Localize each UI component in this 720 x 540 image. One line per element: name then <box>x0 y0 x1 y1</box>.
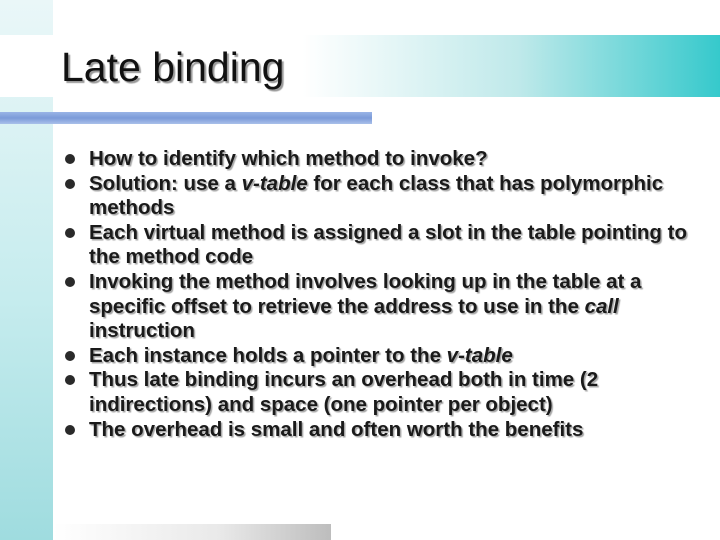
bullet-text: Thus late binding incurs an overhead both in time (2 indirections) and space (one pointer per object) <box>89 368 599 416</box>
bullet-text: The overhead is small and often worth the benefits <box>89 417 584 441</box>
bullet-text: instruction <box>89 319 195 343</box>
bottom-decorative-bar <box>53 524 331 540</box>
bullet-italic-term: v-table <box>446 343 513 367</box>
bullet-text: for each class that has polymorphic methods <box>89 171 664 220</box>
bullet-item <box>62 172 702 221</box>
bullet-text: Each virtual method is assigned a slot in the table pointing to the method code <box>89 220 687 269</box>
bullet-italic-term: v-table <box>241 171 308 195</box>
bullet-dot-icon <box>65 277 75 287</box>
bullet-item <box>62 344 702 369</box>
bullet-item <box>62 221 702 270</box>
bullet-italic-term: call <box>584 294 619 318</box>
title-underline-bar <box>0 112 372 124</box>
bullet-dot-icon <box>65 179 75 189</box>
bullet-item <box>62 270 702 344</box>
bullet-list <box>62 147 702 442</box>
bullet-dot-icon <box>65 351 75 361</box>
bullet-item <box>62 147 702 172</box>
bullet-dot-icon <box>65 154 75 164</box>
bullet-text: Each instance holds a pointer to the <box>89 343 447 367</box>
slide-title: Late binding <box>61 44 285 90</box>
bullet-text: Invoking the method involves looking up in the table at a specific offset to retrieve the address to use in the <box>89 269 642 318</box>
bullet-text: How to identify which method to invoke? <box>89 147 488 170</box>
bullet-dot-icon <box>65 425 75 435</box>
bullet-dot-icon <box>65 228 75 238</box>
bullet-text: Solution: use a <box>89 171 242 195</box>
bullet-dot-icon <box>65 375 75 385</box>
bullet-item <box>62 368 702 417</box>
bullet-item <box>62 418 702 443</box>
